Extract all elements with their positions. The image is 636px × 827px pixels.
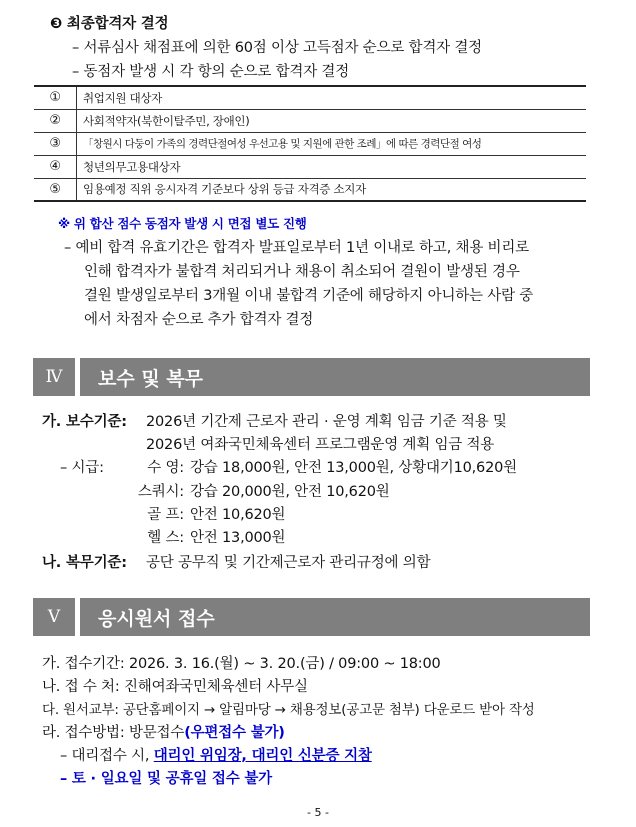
final-heading: ❸ 최종합격자 결정 — [50, 16, 169, 32]
criteria-number: ⑤ — [34, 178, 77, 201]
wage-value-squash: 강습 20,000원, 안전 10,620원 — [190, 484, 390, 500]
pay-standard-line-2: 2026년 여좌국민체육센터 프로그램운영 계획 임금 적용 — [146, 437, 495, 453]
page-number: - 5 - — [307, 806, 329, 819]
table-row — [34, 109, 586, 132]
tie-interview-note: ※ 위 합산 점수 동점자 발생 시 면접 별도 진행 — [58, 216, 307, 231]
section-4-number: Ⅳ — [33, 358, 75, 396]
application-method-emphasis: (우편접수 불가) — [184, 725, 285, 741]
table-row — [34, 155, 586, 178]
wage-value-golf: 안전 10,620원 — [190, 507, 286, 523]
table-row — [34, 132, 586, 155]
criteria-number: ① — [34, 86, 77, 109]
final-line-2: – 동점자 발생 시 각 항의 순으로 합격자 결정 — [72, 64, 350, 80]
reserve-line-4: 에서 차점자 순으로 추가 합격자 결정 — [84, 312, 314, 328]
section-5-number: Ⅴ — [33, 598, 75, 636]
final-line-1: – 서류심사 채점표에 의한 60점 이상 고득점자 순으로 합격자 결정 — [72, 40, 482, 56]
section-4-title: 보수 및 복무 — [80, 358, 590, 396]
wage-label-squash: 스쿼시: — [137, 484, 184, 500]
table-row — [34, 178, 586, 201]
criteria-text: 취업지원 대상자 — [77, 86, 587, 109]
duty-standard-label: 나. 복무기준: — [42, 555, 127, 571]
criteria-number: ④ — [34, 155, 77, 178]
application-place: 나. 접 수 처: 진해여좌국민체육센터 사무실 — [42, 679, 308, 695]
duty-standard-text: 공단 공무직 및 기간제근로자 관리규정에 의함 — [146, 555, 431, 571]
application-period: 가. 접수기간: 2026. 3. 16.(월) ~ 3. 20.(금) / 09:00 ~ 18:00 — [42, 656, 441, 672]
criteria-text: 임용예정 직위 응시자격 기준보다 상위 등급 자격증 소지자 — [77, 178, 587, 201]
wage-value-swim: 강습 18,000원, 안전 13,000원, 상황대기10,620원 — [190, 460, 517, 476]
proxy-label: – 대리접수 시, — [60, 748, 154, 764]
criteria-number: ② — [34, 109, 77, 132]
reserve-line-3: 결원 발생일로부터 3개월 이내 불합격 기준에 해당하지 아니하는 사람 중 — [84, 288, 534, 304]
application-method-label: 라. 접수방법: 방문접수 — [42, 725, 185, 741]
reserve-line-1: – 예비 합격 유효기간은 합격자 발표일로부터 1년 이내로 하고, 채용 비리로 — [64, 240, 529, 256]
reserve-line-2: 인해 합격자가 불합격 처리되거나 채용이 취소되어 결원이 발생된 경우 — [84, 264, 520, 280]
application-form: 다. 원서교부: 공단홈페이지 → 알림마당 → 채용정보(공고문 첨부) 다운로드 받아 작성 — [42, 702, 535, 718]
wage-label-health: 헬 스: — [147, 530, 184, 546]
criteria-text: 「창원시 다둥이 가족의 경력단절여성 우선고용 및 지원에 관한 조례」에 따른 경력단절 여성 — [77, 132, 587, 155]
application-method — [42, 721, 285, 742]
proxy-application — [60, 744, 372, 765]
hourly-wage-prefix: – 시급: — [60, 460, 104, 476]
wage-label-swim: 수 영: — [147, 460, 184, 476]
criteria-number: ③ — [34, 132, 77, 155]
wage-label-golf: 골 프: — [147, 507, 184, 523]
criteria-text: 청년의무고용대상자 — [77, 155, 587, 178]
proxy-requirements: 대리인 위임장, 대리인 신분증 지참 — [153, 748, 372, 764]
section-5-title: 응시원서 접수 — [80, 598, 590, 636]
pay-standard-label: 가. 보수기준: — [42, 414, 127, 430]
tiebreak-criteria-table — [34, 85, 586, 202]
pay-standard-line-1: 2026년 기간제 근로자 관리 · 운영 계획 임금 기준 적용 및 — [146, 414, 507, 430]
table-row — [34, 86, 586, 109]
holiday-notice: – 토 · 일요일 및 공휴일 접수 불가 — [60, 771, 272, 787]
wage-value-health: 안전 13,000원 — [190, 530, 286, 546]
criteria-text: 사회적약자(북한이탈주민, 장애인) — [77, 109, 587, 132]
